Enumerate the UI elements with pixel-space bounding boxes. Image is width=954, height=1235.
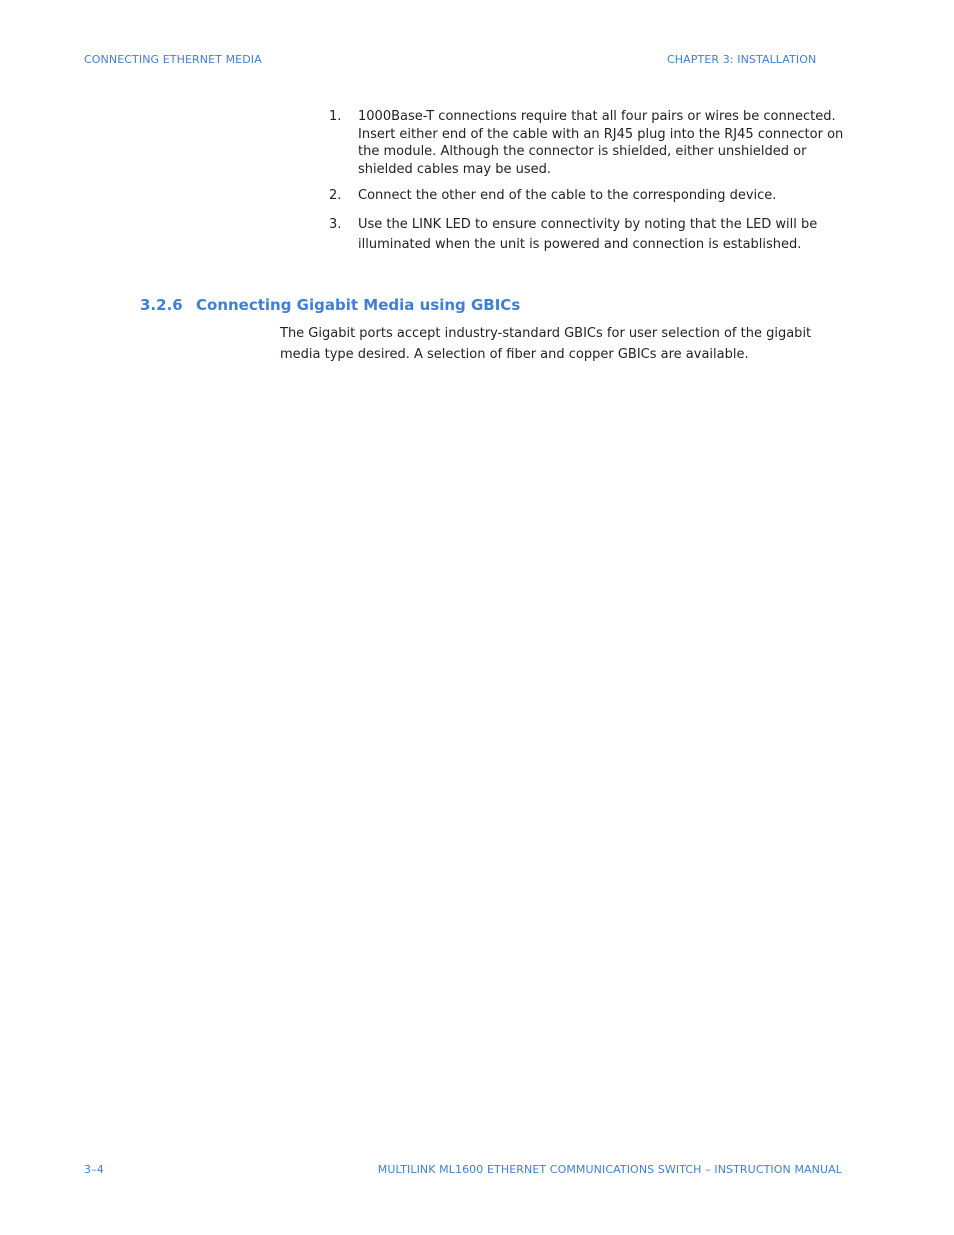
list-item: [329, 108, 844, 178]
step-text: Use the LINK LED to ensure connectivity by noting that the LED will be illuminated when the unit is powered and connection is established.: [358, 216, 818, 252]
section-title: Connecting Gigabit Media using GBICs: [196, 296, 521, 314]
step-number: 1.: [329, 109, 342, 124]
step-text: 1000Base-T connections require that all four pairs or wires be connected. Insert either end of the cable with an RJ45 plug into the RJ45 connector on the module. Although the connector is shielded, either unshielded or shielded cables may be used.: [358, 109, 844, 177]
manual-title-footer: MULTILINK ML1600 ETHERNET COMMUNICATIONS SWITCH – INSTRUCTION MANUAL: [377, 1163, 842, 1176]
page-number: 3–4: [84, 1163, 104, 1176]
step-number: 2.: [329, 188, 342, 203]
section-number: 3.2.6: [140, 296, 183, 314]
list-item: [329, 187, 844, 205]
section-heading: [140, 296, 520, 314]
section-paragraph: The Gigabit ports accept industry-standard GBICs for user selection of the gigabit media type desired. A selection of fiber and copper GBICs are available.: [280, 326, 812, 362]
step-number: 3.: [329, 216, 342, 232]
step-text: Connect the other end of the cable to the corresponding device.: [358, 188, 777, 203]
installation-steps-list: [329, 108, 844, 255]
running-header-chapter: CHAPTER 3: INSTALLATION: [667, 53, 817, 66]
list-item: [329, 215, 844, 255]
running-header-section: CONNECTING ETHERNET MEDIA: [84, 53, 262, 66]
